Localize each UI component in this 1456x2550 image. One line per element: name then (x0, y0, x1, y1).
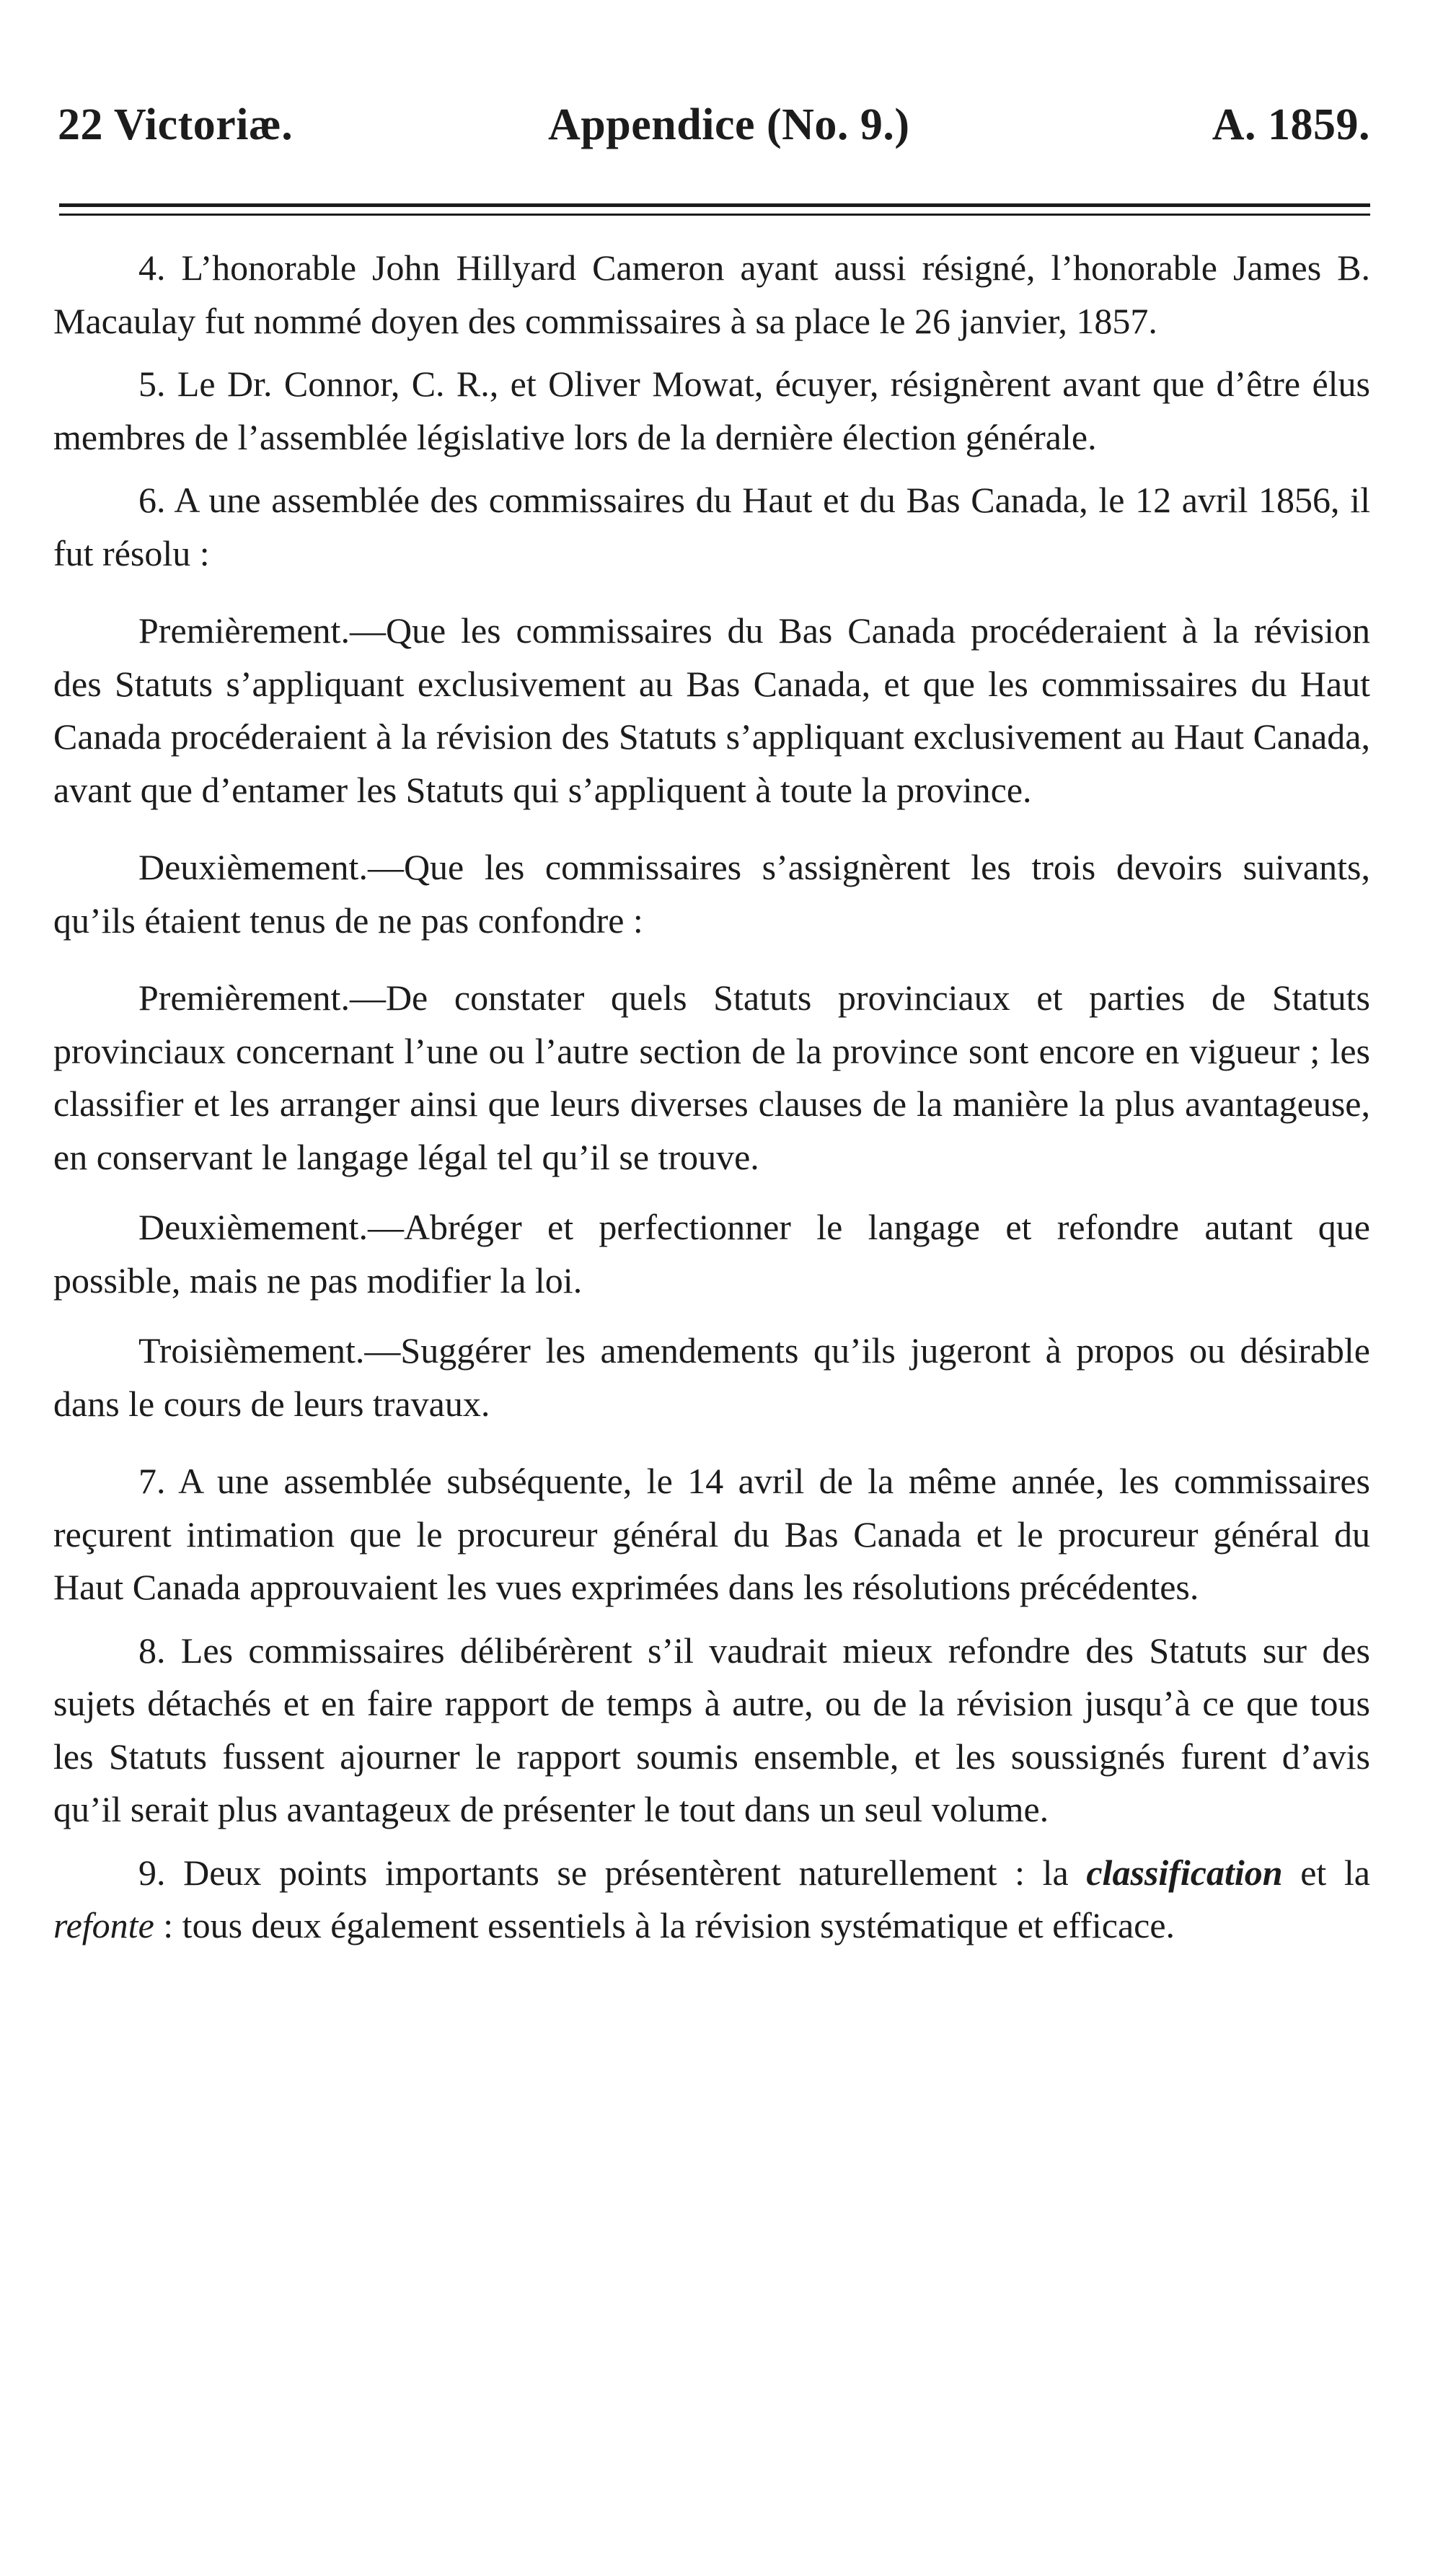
paragraph-9 (53, 1847, 1370, 1953)
body-text (53, 242, 1370, 1953)
paragraph-9-middle: et la (1282, 1852, 1370, 1893)
duty-first: Premièrement.—De constater quels Statuts provinciaux et parties de Statuts provinciaux concernant l’une ou l’autre section de la province sont encore en vigueur ; les classifier et les arranger ainsi que leurs diverses clauses de la manière la plus avantageuse, en conservant le langage légal tel qu’il se trouve. (53, 977, 1370, 1177)
header-rule-thick (59, 203, 1370, 207)
duty-third: Troisièmement.—Suggérer les amendements qu’ils jugeront à propos ou désirable dans le cours de leurs travaux. (53, 1330, 1370, 1424)
duty-second: Deuxièmement.—Abréger et perfectionner le langage et refondre autant que possible, mais ne pas modifier la loi. (53, 1207, 1370, 1301)
header-rule-thin (59, 214, 1370, 216)
paragraph-6: 6. A une assemblée des commissaires du Haut et du Bas Canada, le 12 avril 1856, il fut résolu : (53, 480, 1370, 573)
header-year: A. 1859. (1212, 100, 1370, 149)
page-header (58, 100, 1370, 164)
header-appendix: Appendice (No. 9.) (548, 100, 910, 149)
term-refonte: refonte (53, 1905, 154, 1946)
header-session: 22 Victoriæ. (58, 100, 294, 149)
resolution-first: Premièrement.—Que les commissaires du Bas Canada procéderaient à la révision des Statuts s’appliquant exclusivement au Bas Canada, et que les commissaires du Haut Canada procéderaient à la révision des Statuts s’appliquant exclusivement au Haut Canada, avant que d’entamer les Statuts qui s’appliquent à toute la province. (53, 610, 1370, 810)
paragraph-4: 4. L’honorable John Hillyard Cameron ayant aussi résigné, l’honorable James B. Macaulay fut nommé doyen des commissaires à sa place le 26 janvier, 1857. (53, 247, 1370, 341)
term-classification: classification (1086, 1852, 1283, 1893)
paragraph-5: 5. Le Dr. Connor, C. R., et Oliver Mowat, écuyer, résignèrent avant que d’être élus membres de l’assemblée législative lors de la dernière élection générale. (53, 364, 1370, 457)
resolution-second: Deuxièmement.—Que les commissaires s’assignèrent les trois devoirs suivants, qu’ils étaient tenus de ne pas confondre : (53, 847, 1370, 941)
paragraph-8: 8. Les commissaires délibérèrent s’il vaudrait mieux refondre des Statuts sur des sujets détachés et en faire rapport de temps à autre, ou de la révision jusqu’à ce que tous les Statuts fussent ajourner le rapport soumis ensemble, et les soussignés furent d’avis qu’il serait plus avantageux de présenter le tout dans un seul volume. (53, 1630, 1370, 1829)
paragraph-9-end: : tous deux également essentiels à la révision systématique et efficace. (154, 1905, 1175, 1946)
paragraph-9-start: 9. Deux points importants se présentèrent naturellement : la (138, 1852, 1087, 1893)
paragraph-7: 7. A une assemblée subséquente, le 14 avril de la même année, les commissaires reçurent intimation que le procureur général du Bas Canada et le procureur général du Haut Canada approuvaient les vues exprimées dans les résolutions précédentes. (53, 1461, 1370, 1607)
